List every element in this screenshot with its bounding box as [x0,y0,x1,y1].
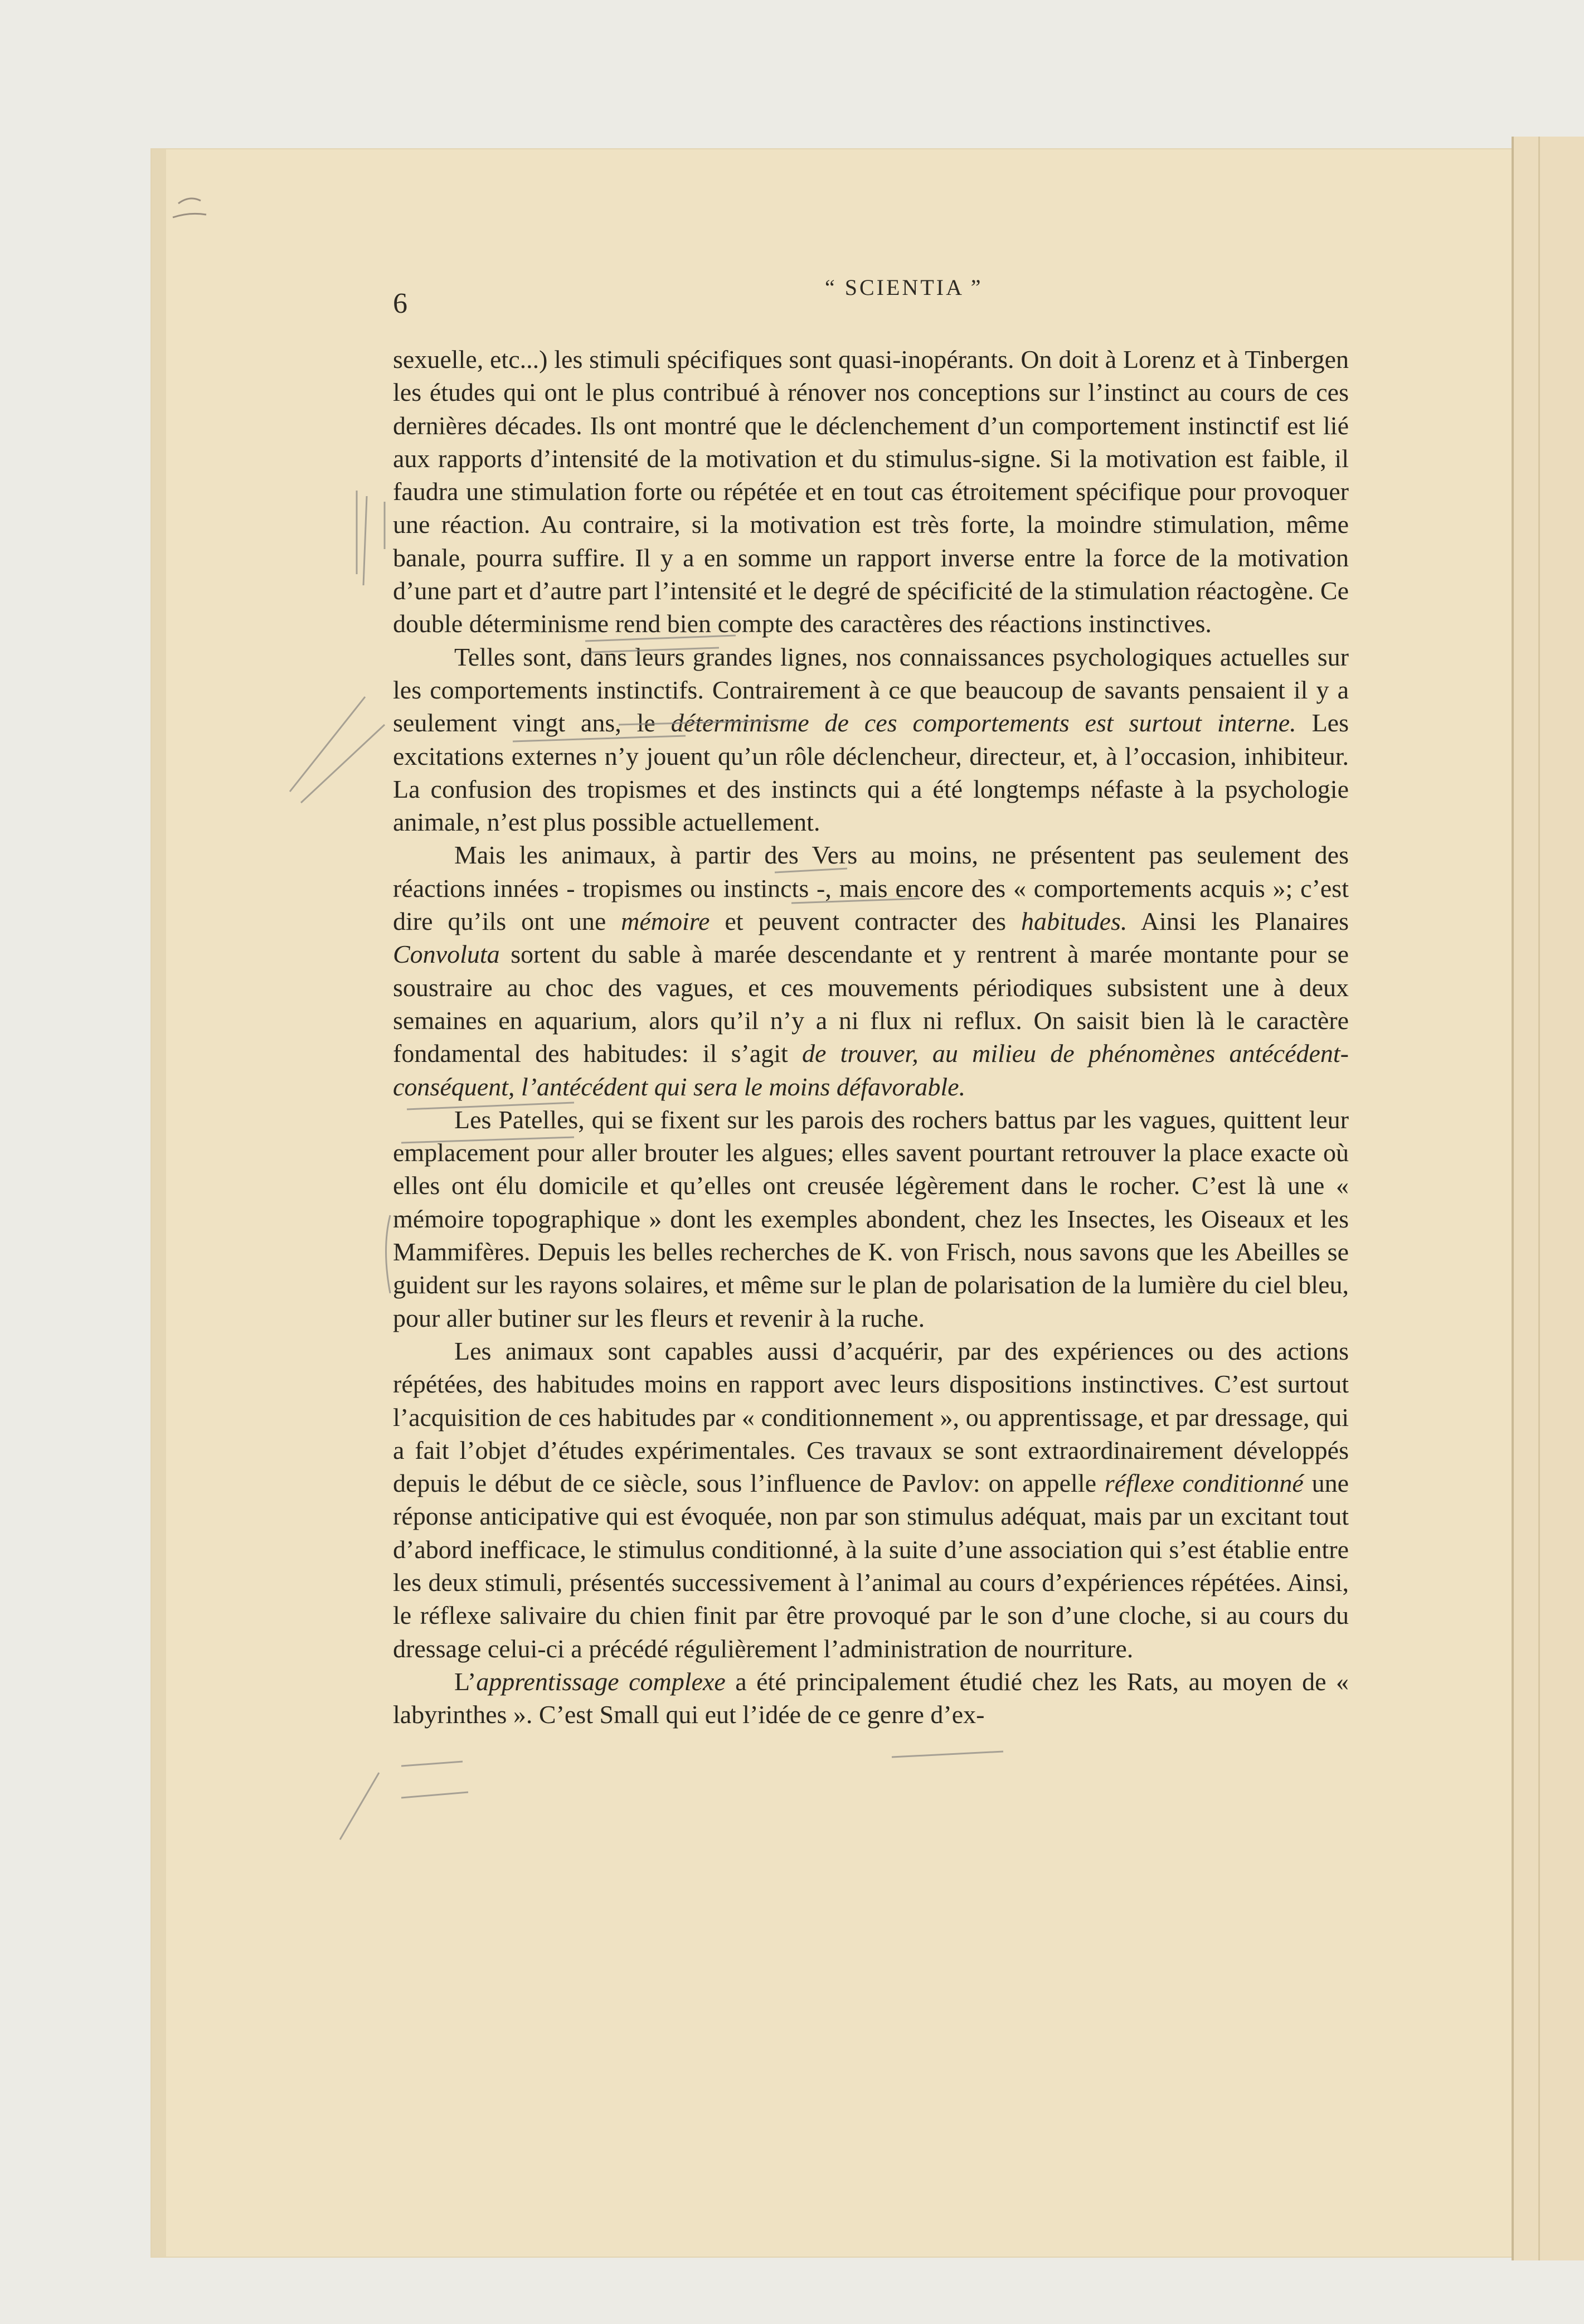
paragraph [393,1103,1349,1335]
text-run: sexuelle, etc...) les stimuli spécifiques sont quasi-inopérants. On doit à Lorenz et à Tinbergen les études qui ont le plus contribué à rénover nos conceptions sur l’instinct au cours de ces dernières décades. Ils ont montré que le déclenchement d’un comportement instinctif est lié aux rapports d’intensité de la motivation et du stimulus-signe. Si la motivation est faible, il faudra une stimulation forte ou répétée et en tout cas étroitement spécifique pour provoquer une réaction. Au contraire, si la motivation est très forte, la moindre stimulation, même banale, pourra suffire. Il y a en somme un rapport inverse entre la force de la motivation d’une part et d’autre part l’intensité et le degré de spécificité de la stimulation réactogène. Ce double déterminisme rend bien compte des caractères des réactions instinctives. [393,345,1349,638]
italic-text: habitudes. [1021,907,1128,936]
italic-text: Convoluta [393,940,500,969]
paragraph [393,1335,1349,1665]
italic-text: déterminisme de ces comportements est surtout interne. [670,709,1296,738]
page-number: 6 [393,288,407,319]
italic-text: de trouver, au milieu de phénomènes antécédent-conséquent, l’antécédent qui sera le moins défavorable. [393,1039,1349,1101]
italic-text: réflexe conditionné [1104,1469,1304,1498]
text-run: Les animaux sont capables aussi d’acquérir, par des expériences ou des actions répétées, des habitudes moins en rapport avec leurs dispositions instinctives. C’est surtout l’acquisition de ces habitudes par « conditionnement », ou apprentissage, et par dressage, qui a fait l’objet d’études expérimentales. Ces travaux se sont extraordinairement développés depuis le début de ce siècle, sous l’influence de Pavlov: on appelle [393,1336,1349,1498]
page-left-edge [152,149,166,2257]
text-run: Telles sont, dans leurs grandes lignes, nos connaissances psychologiques actuelles sur les comportements instinctifs. Contrairement à ce que beaucoup de savants pensaient il y a seulement vingt ans, le [393,642,1349,738]
text-run: L’ [454,1667,477,1696]
body-text [393,343,1349,1731]
italic-text: apprentissage complexe [476,1667,726,1696]
text-run: et peuvent contracter des [710,907,1022,936]
text-run: a été principalement étudié chez les Rats, au moyen de « labyrinthes ». C’est Small qui eut l’idée de ce genre d’ex- [393,1667,1349,1729]
text-run: sortent du sable à marée descendante et y rentrent à marée montante pour se soustraire au choc des vagues, et ces mouvements périodiques subsistent une à deux semaines en aquarium, alors qu’il n’y a ni flux ni reflux. On saisit bien là le caractère fondamental des habitudes: il s’agit [393,940,1349,1068]
adjacent-page-fold [1538,137,1540,2260]
paragraph [393,838,1349,1103]
paragraph [393,641,1349,839]
running-head: “ SCIENTIA ” [825,275,983,300]
pencil-corner-mark [167,192,223,237]
paragraph [393,343,1349,641]
adjacent-page-edge [1512,137,1584,2260]
text-run: une réponse anticipative qui est évoquée, non par son stimulus adéquat, mais par un excitant tout d’abord inefficace, le stimulus conditionné, à la suite d’une association qui s’est établie entre les deux stimuli, présentés successivement à l’animal au cours d’expériences répétées. Ainsi, le réflexe salivaire du chien finit par être provoqué par le son d’une cloche, si au cours du dressage celui-ci a précédé régulièrement l’administration de nourriture. [393,1469,1349,1663]
paragraph [393,1665,1349,1731]
text-run: Les excitations externes n’y jouent qu’un rôle déclencheur, directeur, et, à l’occasion, inhibiteur. La confusion des tropismes et des instincts qui a été longtemps néfaste à la psychologie animale, n’est plus possible actuellement. [393,709,1349,837]
italic-text: mémoire [621,907,710,936]
text-run: Mais les animaux, à partir des Vers au moins, ne présentent pas seulement des réactions innées - tropismes ou instincts -, mais encore des « comportements acquis »; c’est dire qu’ils ont une [393,841,1349,936]
text-run: Les Patelles, qui se fixent sur les parois des rochers battus par les vagues, quittent leur emplacement pour aller brouter les algues; elles savent pourtant retrouver la place exacte où elles ont élu domicile et qu’elles ont creusée légèrement dans le rocher. C’est là une « mémoire topographique » dont les exemples abondent, chez les Insectes, les Oiseaux et les Mammifères. Depuis les belles recherches de K. von Frisch, nous savons que les Abeilles se guident sur les rayons solaires, et même sur le plan de polarisation de la lumière du ciel bleu, pour aller butiner sur les fleurs et revenir à la ruche. [393,1105,1349,1332]
text-run: Ainsi les Planaires [1127,907,1349,936]
